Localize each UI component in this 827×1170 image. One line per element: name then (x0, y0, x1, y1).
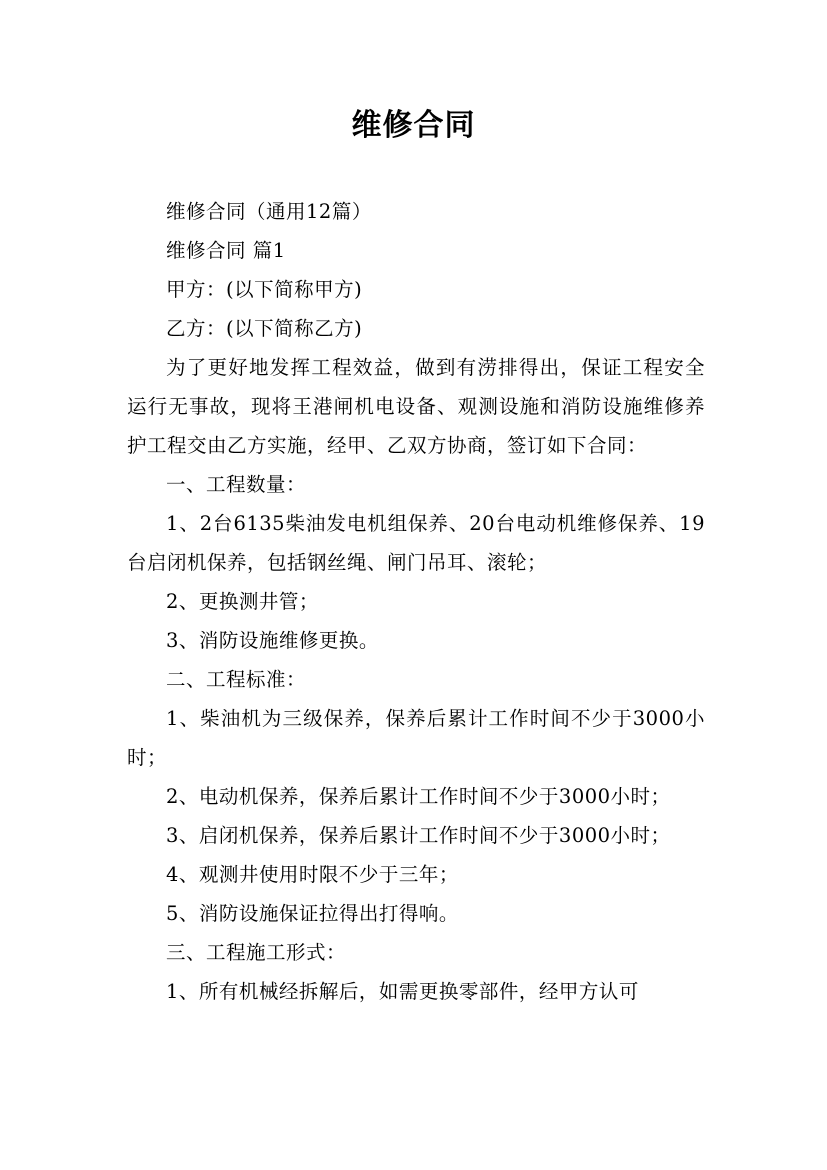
paragraph: 4、观测井使用时限不少于三年； (166, 863, 459, 886)
paragraph: 维修合同（通用12篇） (166, 200, 372, 223)
paragraph: 1、所有机械经拆解后，如需更换零部件，经甲方认可 (166, 980, 639, 1003)
paragraph: 2、更换测井管； (166, 590, 319, 613)
paragraph: 1、2台6135柴油发电机组保养、20台电动机维修保养、19台启闭机保养，包括钢丝绳、闸门吊耳、滚轮； (127, 512, 705, 574)
paragraph: 一、工程数量： (166, 473, 307, 496)
paragraph: 维修合同 篇1 (166, 239, 286, 262)
paragraph: 3、消防设施维修更换。 (166, 629, 379, 652)
paragraph: 乙方：(以下简称乙方) (166, 317, 363, 340)
paragraph: 2、电动机保养，保养后累计工作时间不少于3000小时； (166, 785, 671, 808)
paragraph: 5、消防设施保证拉得出打得响。 (166, 902, 459, 925)
paragraph: 二、工程标准： (166, 668, 307, 691)
paragraph: 1、柴油机为三级保养，保养后累计工作时间不少于3000小时； (127, 707, 705, 769)
paragraph: 三、工程施工形式： (166, 941, 347, 964)
document-body (127, 192, 705, 1011)
paragraph: 甲方：(以下简称甲方) (166, 278, 363, 301)
paragraph: 为了更好地发挥工程效益，做到有涝排得出，保证工程安全运行无事故，现将王港闸机电设备、观测设施和消防设施维修养护工程交由乙方实施，经甲、乙双方协商，签订如下合同： (127, 356, 705, 457)
paragraph: 3、启闭机保养，保养后累计工作时间不少于3000小时； (166, 824, 671, 847)
document-title: 维修合同 (351, 108, 476, 143)
